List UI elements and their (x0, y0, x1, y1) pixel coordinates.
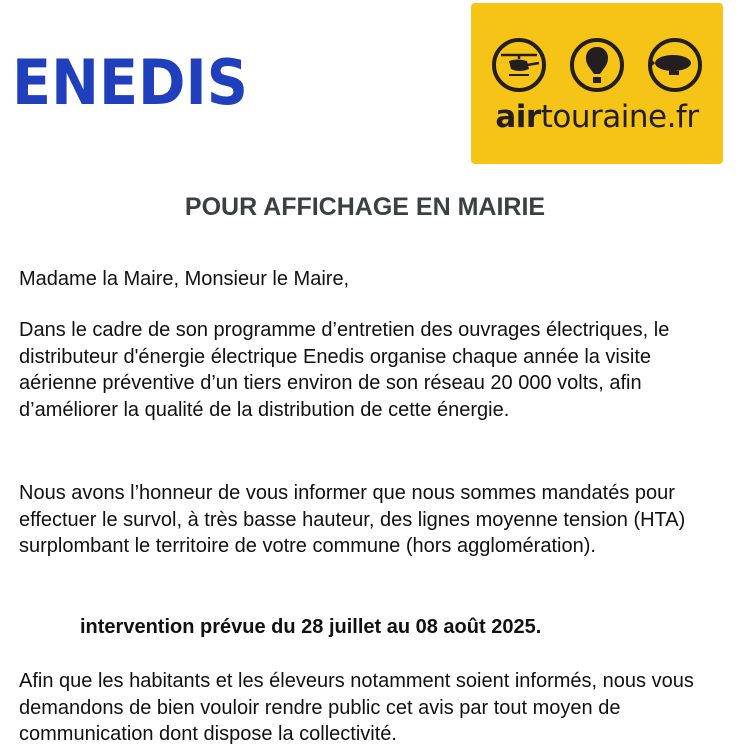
airtouraine-logo (471, 3, 723, 164)
document-title: POUR AFFICHAGE EN MAIRIE (184, 193, 546, 221)
paragraph-1: Dans le cadre de son programme d’entretien des ouvrages électriques, le distributeur d'énergie électrique Enedis organise chaque année la visite aérienne préventive d’un tiers environ de son réseau 20 000 volts, afin d’améliorer la qualité de la distribution de cette énergie. (19, 319, 670, 421)
paragraph-2: Nous avons l’honneur de vous informer que nous sommes mandatés pour effectuer le survol, à très basse hauteur, des lignes moyenne tension (HTA) surplombant le territoire de votre commune (hors agglomération). (19, 482, 686, 557)
paragraph-3: Afin que les habitants et les éleveurs notamment soient informés, nous vous demandons de bien vouloir rendre public cet avis par tout moyen de communication dont dispose la collectivité. (19, 670, 694, 745)
enedis-logo-text: ENEDIS (12, 46, 248, 114)
greeting: Madame la Maire, Monsieur le Maire, (19, 268, 350, 290)
airtouraine-logo-text-bold: air (495, 99, 541, 135)
enedis-logo (12, 42, 252, 114)
airtouraine-logo-text (471, 99, 723, 135)
aircraft-icons (471, 3, 723, 103)
airtouraine-logo-text-regular: touraine.fr (540, 99, 699, 135)
airship-icon (649, 40, 700, 90)
balloon-icon (572, 40, 622, 90)
intervention-dates: intervention prévue du 28 juillet au 08 août 2025. (80, 616, 542, 638)
helicopter-icon (494, 40, 544, 90)
